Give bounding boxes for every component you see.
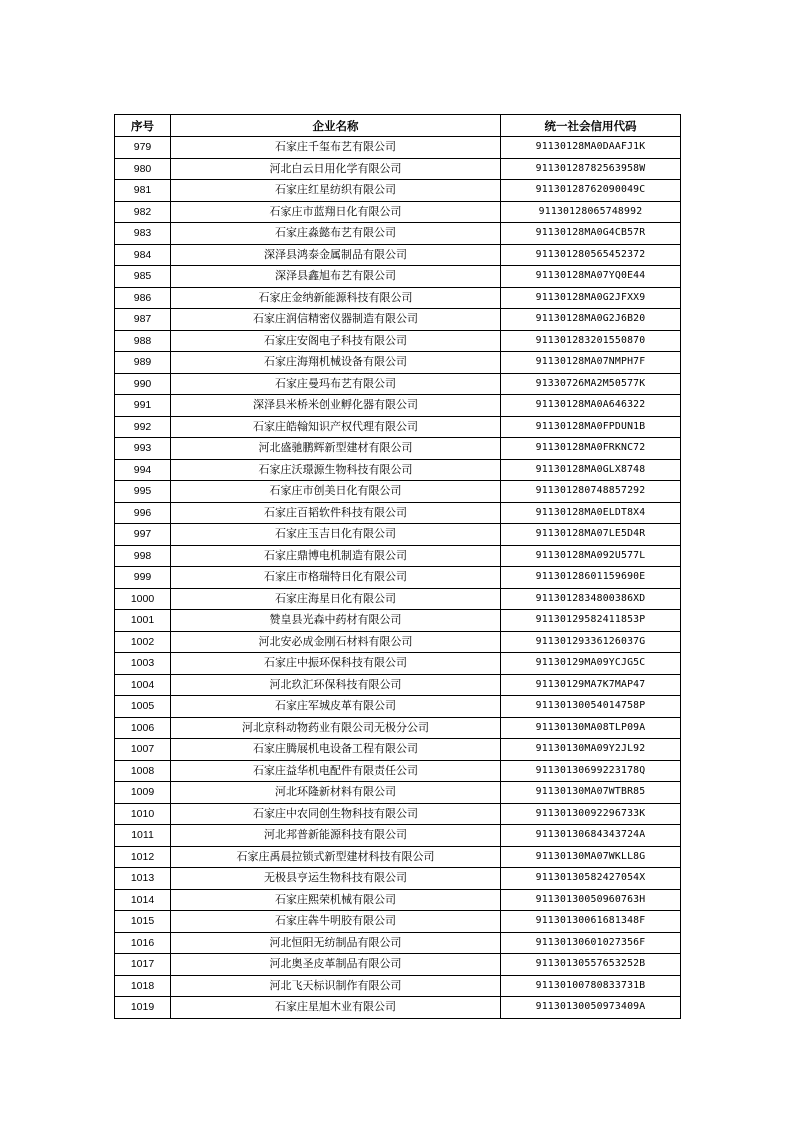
row-seq: 1008: [115, 760, 171, 782]
table-row: [115, 717, 681, 739]
table-row: [115, 868, 681, 890]
row-seq: 986: [115, 287, 171, 309]
row-credit-code: 91130128MA0ELDT8X4: [501, 502, 681, 524]
table-row: [115, 739, 681, 761]
row-seq: 1018: [115, 975, 171, 997]
row-company-name: 石家庄市创美日化有限公司: [171, 481, 501, 503]
row-credit-code: 91130129MA7K7MAP47: [501, 674, 681, 696]
header-credit-code: 统一社会信用代码: [501, 115, 681, 137]
row-credit-code: 91130130050973409A: [501, 997, 681, 1019]
row-company-name: 石家庄百韬软件科技有限公司: [171, 502, 501, 524]
header-seq: 序号: [115, 115, 171, 137]
row-seq: 1013: [115, 868, 171, 890]
table-row: [115, 524, 681, 546]
row-credit-code: 91130130MA08TLP09A: [501, 717, 681, 739]
table-row: [115, 567, 681, 589]
row-company-name: 深泽县鸿泰金属制品有限公司: [171, 244, 501, 266]
table-row: [115, 373, 681, 395]
table-header-row: [115, 115, 681, 137]
row-credit-code: 91330726MA2M50577K: [501, 373, 681, 395]
table-row: [115, 846, 681, 868]
row-credit-code: 91130128782563958W: [501, 158, 681, 180]
table-row: [115, 459, 681, 481]
row-company-name: 深泽县鑫旭布艺有限公司: [171, 266, 501, 288]
row-seq: 1011: [115, 825, 171, 847]
table-body: [115, 137, 681, 1019]
table-row: [115, 610, 681, 632]
row-company-name: 石家庄中农同创生物科技有限公司: [171, 803, 501, 825]
row-company-name: 石家庄曼玛布艺有限公司: [171, 373, 501, 395]
row-seq: 979: [115, 137, 171, 159]
row-credit-code: 91130130684343724A: [501, 825, 681, 847]
row-company-name: 石家庄熙荣机械有限公司: [171, 889, 501, 911]
row-company-name: 石家庄安阁电子科技有限公司: [171, 330, 501, 352]
row-credit-code: 91130128601159690E: [501, 567, 681, 589]
company-registry-table-container: [114, 114, 680, 1019]
table-row: [115, 631, 681, 653]
table-row: [115, 201, 681, 223]
row-seq: 1005: [115, 696, 171, 718]
row-seq: 1007: [115, 739, 171, 761]
row-company-name: 石家庄犇牛明胶有限公司: [171, 911, 501, 933]
row-company-name: 石家庄益华机电配件有限责任公司: [171, 760, 501, 782]
row-credit-code: 91130130601027356F: [501, 932, 681, 954]
row-credit-code: 91130130MA07WTBR85: [501, 782, 681, 804]
row-seq: 987: [115, 309, 171, 331]
row-company-name: 石家庄市格瑞特日化有限公司: [171, 567, 501, 589]
row-credit-code: 91130129MA09YCJG5C: [501, 653, 681, 675]
row-seq: 980: [115, 158, 171, 180]
row-credit-code: 91130128MA0G2JFXX9: [501, 287, 681, 309]
row-company-name: 河北安必成金刚石材料有限公司: [171, 631, 501, 653]
table-row: [115, 438, 681, 460]
row-company-name: 石家庄军城皮革有限公司: [171, 696, 501, 718]
row-company-name: 石家庄淼懿布艺有限公司: [171, 223, 501, 245]
table-row: [115, 653, 681, 675]
row-company-name: 石家庄鼎博电机制造有限公司: [171, 545, 501, 567]
row-seq: 982: [115, 201, 171, 223]
row-credit-code: 91130128762090049C: [501, 180, 681, 202]
row-credit-code: 91130128MA07LE5D4R: [501, 524, 681, 546]
row-company-name: 石家庄禹晨拉锁式新型建材科技有限公司: [171, 846, 501, 868]
table-row: [115, 309, 681, 331]
row-credit-code: 91130129336126037G: [501, 631, 681, 653]
table-row: [115, 330, 681, 352]
row-credit-code: 911301280565452372: [501, 244, 681, 266]
row-credit-code: 91130130699223178Q: [501, 760, 681, 782]
row-seq: 996: [115, 502, 171, 524]
row-seq: 1001: [115, 610, 171, 632]
table-row: [115, 137, 681, 159]
row-seq: 1003: [115, 653, 171, 675]
row-credit-code: 91130130050960763H: [501, 889, 681, 911]
row-company-name: 石家庄沃璟源生物科技有限公司: [171, 459, 501, 481]
row-company-name: 河北奥圣皮革制品有限公司: [171, 954, 501, 976]
row-seq: 989: [115, 352, 171, 374]
row-company-name: 石家庄金纳新能源科技有限公司: [171, 287, 501, 309]
row-company-name: 河北京科动物药业有限公司无极分公司: [171, 717, 501, 739]
row-company-name: 石家庄海翔机械设备有限公司: [171, 352, 501, 374]
row-company-name: 石家庄玉吉日化有限公司: [171, 524, 501, 546]
header-company-name: 企业名称: [171, 115, 501, 137]
row-credit-code: 91130128MA07NMPH7F: [501, 352, 681, 374]
row-seq: 1010: [115, 803, 171, 825]
row-credit-code: 9113012834800386XD: [501, 588, 681, 610]
table-row: [115, 395, 681, 417]
table-row: [115, 545, 681, 567]
row-credit-code: 911301283201550870: [501, 330, 681, 352]
row-credit-code: 91130128MA0GLX8748: [501, 459, 681, 481]
row-credit-code: 91130100780833731B: [501, 975, 681, 997]
row-seq: 1017: [115, 954, 171, 976]
table-row: [115, 158, 681, 180]
row-seq: 1015: [115, 911, 171, 933]
row-company-name: 河北玖汇环保科技有限公司: [171, 674, 501, 696]
row-company-name: 赞皇县光森中药材有限公司: [171, 610, 501, 632]
row-credit-code: 91130130MA07WKLL8G: [501, 846, 681, 868]
row-seq: 998: [115, 545, 171, 567]
table-row: [115, 180, 681, 202]
row-seq: 1016: [115, 932, 171, 954]
table-row: [115, 223, 681, 245]
table-row: [115, 997, 681, 1019]
row-seq: 1002: [115, 631, 171, 653]
table-row: [115, 352, 681, 374]
row-credit-code: 91130128MA0A646322: [501, 395, 681, 417]
row-seq: 981: [115, 180, 171, 202]
table-row: [115, 825, 681, 847]
company-registry-table: [114, 114, 681, 1019]
row-credit-code: 91130128MA0G4CB57R: [501, 223, 681, 245]
row-company-name: 石家庄千玺布艺有限公司: [171, 137, 501, 159]
row-company-name: 河北邦普新能源科技有限公司: [171, 825, 501, 847]
row-seq: 1009: [115, 782, 171, 804]
row-company-name: 河北环隆新材料有限公司: [171, 782, 501, 804]
row-credit-code: 91130128MA092U577L: [501, 545, 681, 567]
row-seq: 993: [115, 438, 171, 460]
row-seq: 999: [115, 567, 171, 589]
row-company-name: 深泽县米桥米创业孵化器有限公司: [171, 395, 501, 417]
table-row: [115, 502, 681, 524]
row-credit-code: 91130130054014758P: [501, 696, 681, 718]
row-credit-code: 91130128MA0G2J6B20: [501, 309, 681, 331]
row-seq: 983: [115, 223, 171, 245]
row-seq: 988: [115, 330, 171, 352]
table-row: [115, 416, 681, 438]
row-credit-code: 911301280748857292: [501, 481, 681, 503]
row-company-name: 无极县亨运生物科技有限公司: [171, 868, 501, 890]
row-company-name: 石家庄润信精密仪器制造有限公司: [171, 309, 501, 331]
table-row: [115, 244, 681, 266]
row-company-name: 石家庄市蓝翔日化有限公司: [171, 201, 501, 223]
row-seq: 994: [115, 459, 171, 481]
table-row: [115, 803, 681, 825]
row-company-name: 河北盛驰鹏辉新型建材有限公司: [171, 438, 501, 460]
row-credit-code: 91130130092296733K: [501, 803, 681, 825]
table-row: [115, 975, 681, 997]
row-seq: 997: [115, 524, 171, 546]
row-seq: 990: [115, 373, 171, 395]
table-row: [115, 696, 681, 718]
row-company-name: 石家庄中振环保科技有限公司: [171, 653, 501, 675]
row-credit-code: 91130128065748992: [501, 201, 681, 223]
row-credit-code: 91130128MA0FPDUN1B: [501, 416, 681, 438]
row-seq: 985: [115, 266, 171, 288]
table-row: [115, 782, 681, 804]
row-seq: 1006: [115, 717, 171, 739]
row-company-name: 河北飞天标识制作有限公司: [171, 975, 501, 997]
row-company-name: 石家庄星旭木业有限公司: [171, 997, 501, 1019]
row-seq: 1019: [115, 997, 171, 1019]
row-credit-code: 91130128MA0FRKNC72: [501, 438, 681, 460]
row-seq: 991: [115, 395, 171, 417]
row-seq: 984: [115, 244, 171, 266]
table-row: [115, 954, 681, 976]
table-row: [115, 588, 681, 610]
table-row: [115, 889, 681, 911]
row-credit-code: 91130130061681348F: [501, 911, 681, 933]
row-credit-code: 91130130557653252B: [501, 954, 681, 976]
row-company-name: 河北恒阳无纺制品有限公司: [171, 932, 501, 954]
row-credit-code: 91130128MA07YQ0E44: [501, 266, 681, 288]
row-credit-code: 91130130MA09Y2JL92: [501, 739, 681, 761]
row-seq: 995: [115, 481, 171, 503]
row-company-name: 石家庄皓翰知识产权代理有限公司: [171, 416, 501, 438]
row-seq: 1004: [115, 674, 171, 696]
row-credit-code: 91130130582427054X: [501, 868, 681, 890]
row-company-name: 河北白云日用化学有限公司: [171, 158, 501, 180]
row-company-name: 石家庄红星纺织有限公司: [171, 180, 501, 202]
row-seq: 992: [115, 416, 171, 438]
table-row: [115, 266, 681, 288]
row-seq: 1014: [115, 889, 171, 911]
row-company-name: 石家庄海星日化有限公司: [171, 588, 501, 610]
table-row: [115, 287, 681, 309]
table-row: [115, 674, 681, 696]
row-credit-code: 91130128MA0DAAFJ1K: [501, 137, 681, 159]
table-row: [115, 932, 681, 954]
row-seq: 1012: [115, 846, 171, 868]
table-row: [115, 481, 681, 503]
table-row: [115, 760, 681, 782]
row-company-name: 石家庄腾展机电设备工程有限公司: [171, 739, 501, 761]
row-credit-code: 91130129582411853P: [501, 610, 681, 632]
table-row: [115, 911, 681, 933]
row-seq: 1000: [115, 588, 171, 610]
